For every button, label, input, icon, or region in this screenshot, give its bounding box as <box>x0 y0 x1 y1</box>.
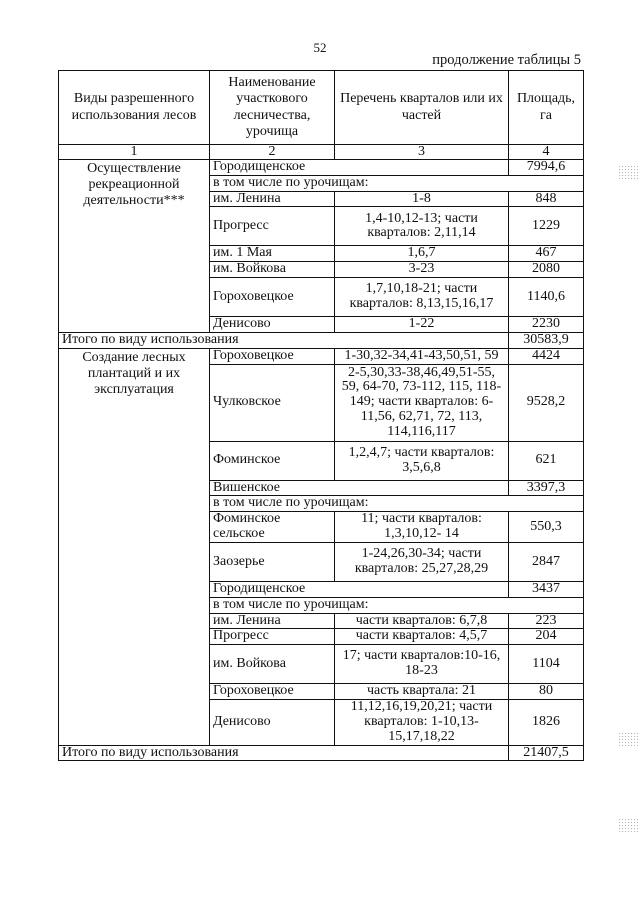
scan-noise <box>618 732 640 748</box>
area-value: 3437 <box>509 581 584 597</box>
total-label: Итого по виду использования <box>59 745 509 761</box>
header-quarters-list: Перечень кварталов или их частей <box>335 71 509 145</box>
column-number: 2 <box>210 145 335 160</box>
tract-name: Прогресс <box>210 207 335 246</box>
forestry-name: Городищенское <box>210 160 509 176</box>
column-number: 1 <box>59 145 210 160</box>
forestry-name: Городищенское <box>210 581 509 597</box>
subheader-text: в том числе по урочищам: <box>210 597 584 613</box>
area-value: 80 <box>509 684 584 700</box>
forestry-name: Вишенское <box>210 480 509 496</box>
area-value: 2230 <box>509 317 584 333</box>
tract-name: Денисово <box>210 317 335 333</box>
total-row <box>59 332 584 348</box>
area-value: 848 <box>509 191 584 207</box>
column-number: 3 <box>335 145 509 160</box>
area-value: 1229 <box>509 207 584 246</box>
tract-name: Фоминское <box>210 441 335 480</box>
quarters-list: 1,4-10,12-13; части кварталов: 2,11,14 <box>335 207 509 246</box>
tract-name: им. Ленина <box>210 191 335 207</box>
table-continuation-label: продолжение таблицы 5 <box>432 52 581 68</box>
scan-noise <box>618 165 640 181</box>
area-value: 550,3 <box>509 512 584 543</box>
quarters-list: 2-5,30,33-38,46,49,51-55, 59, 64-70, 73-112, 115, 118-149; части кварталов: 6-11,56, 62,71, 72, 113, 114,116,117 <box>335 364 509 441</box>
subheader-text: в том числе по урочищам: <box>210 175 584 191</box>
tract-name: Гороховецкое <box>210 348 335 364</box>
subheader-text: в том числе по урочищам: <box>210 496 584 512</box>
page-number: 52 <box>313 40 327 55</box>
area-value: 621 <box>509 441 584 480</box>
tract-name: им. Войкова <box>210 645 335 684</box>
total-value: 21407,5 <box>509 745 584 761</box>
quarters-list: 1,7,10,18-21; части кварталов: 8,13,15,16,17 <box>335 278 509 317</box>
tract-name: Гороховецкое <box>210 278 335 317</box>
quarters-list: 3-23 <box>335 262 509 278</box>
tract-name: Заозерье <box>210 542 335 581</box>
tract-name: Денисово <box>210 700 335 745</box>
use-type-cell: Создание лесных плантаций и их эксплуатация <box>59 348 210 745</box>
forest-use-table <box>58 70 584 761</box>
quarters-list: часть квартала: 21 <box>335 684 509 700</box>
area-value: 7994,6 <box>509 160 584 176</box>
tract-name: им. Ленина <box>210 613 335 629</box>
quarters-list: 11,12,16,19,20,21; части кварталов: 1-10,13-15,17,18,22 <box>335 700 509 745</box>
tract-name: им. Войкова <box>210 262 335 278</box>
quarters-list: 1-8 <box>335 191 509 207</box>
area-value: 2080 <box>509 262 584 278</box>
area-value: 2847 <box>509 542 584 581</box>
scan-noise <box>618 818 640 834</box>
area-value: 1826 <box>509 700 584 745</box>
total-label: Итого по виду использования <box>59 332 509 348</box>
header-forestry-name: Наименование участкового лесничества, урочища <box>210 71 335 145</box>
quarters-list: 17; части кварталов:10-16, 18-23 <box>335 645 509 684</box>
table-row <box>59 160 584 176</box>
total-value: 30583,9 <box>509 332 584 348</box>
area-value: 9528,2 <box>509 364 584 441</box>
tract-name: Гороховецкое <box>210 684 335 700</box>
column-number: 4 <box>509 145 584 160</box>
table-header-row <box>59 71 584 145</box>
table-row <box>59 348 584 364</box>
quarters-list: 1,2,4,7; части кварталов: 3,5,6,8 <box>335 441 509 480</box>
quarters-list: 1,6,7 <box>335 246 509 262</box>
area-value: 204 <box>509 629 584 645</box>
area-value: 1140,6 <box>509 278 584 317</box>
tract-name: Прогресс <box>210 629 335 645</box>
quarters-list: части кварталов: 6,7,8 <box>335 613 509 629</box>
area-value: 467 <box>509 246 584 262</box>
tract-name: им. 1 Мая <box>210 246 335 262</box>
area-value: 223 <box>509 613 584 629</box>
total-row <box>59 745 584 761</box>
tract-name: Чулковское <box>210 364 335 441</box>
quarters-list: 1-24,26,30-34; части кварталов: 25,27,28,29 <box>335 542 509 581</box>
area-value: 3397,3 <box>509 480 584 496</box>
use-type-cell: Осуществление рекреационной деятельности*** <box>59 160 210 333</box>
tract-name: Фоминское сельское <box>210 512 335 543</box>
column-number-row <box>59 145 584 160</box>
header-area: Площадь, га <box>509 71 584 145</box>
quarters-list: 1-30,32-34,41-43,50,51, 59 <box>335 348 509 364</box>
quarters-list: части кварталов: 4,5,7 <box>335 629 509 645</box>
quarters-list: 11; части кварталов: 1,3,10,12- 14 <box>335 512 509 543</box>
header-use-type: Виды разрешенного использования лесов <box>59 71 210 145</box>
area-value: 1104 <box>509 645 584 684</box>
area-value: 4424 <box>509 348 584 364</box>
quarters-list: 1-22 <box>335 317 509 333</box>
